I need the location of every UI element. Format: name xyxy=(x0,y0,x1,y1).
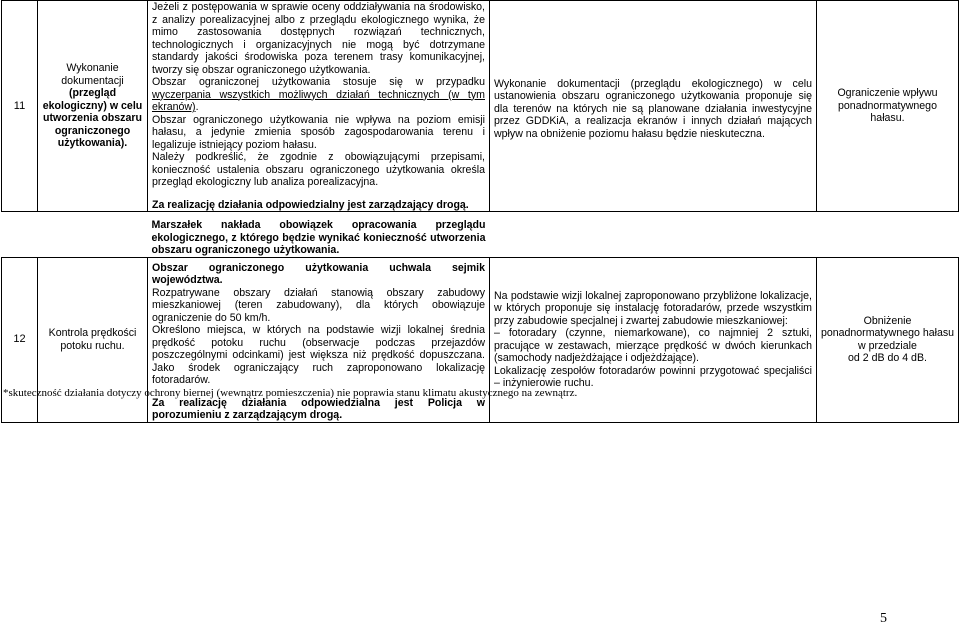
proposed-measures: Wykonanie dokumentacji (przeglądu ekologicznego) w celu ustanowienia obszaru ograniczonego użytkowania proponuje się dla terenów na których nie są planowane działania inwestycyjne przez GDDKiA, a realizacja ekranów i innych działań mających wpływ na obniżenie poziomu hałasu będzie nieskuteczna. xyxy=(490,1,817,212)
action-name-line: potoku ruchu. xyxy=(60,339,125,352)
description-paragraph: Rozpatrywane obszary działań stanowią obszary zabudowy mieszkaniowej (teren zabudowany), dla których obowiązuje ograniczenie do 50 km/h. xyxy=(152,286,485,324)
table-row-continuation xyxy=(2,212,959,258)
measures-paragraph: Na podstawie wizji lokalnej zaproponowano przybliżone lokalizacje, w których proponuje się instalację fotoradarów, przede wszystkim przy zabudowie specjalnej i zwartej zabudowie mieszkaniowej: xyxy=(494,289,812,327)
effect-line: w przedziale xyxy=(858,339,917,352)
marshal-obligation-note: Marszałek nakłada obowiązek opracowania przeglądu ekologicznego, z którego będzie wynikać konieczność utworzenia obszaru ograniczonego użytkowania. xyxy=(148,212,490,258)
action-name-line: dokumentacji xyxy=(61,74,124,87)
action-name xyxy=(38,1,148,212)
row-number: 11 xyxy=(2,1,38,212)
effect-line: od 2 dB do 4 dB. xyxy=(848,352,927,364)
effect-line: ponadnormatywnego hałasu. xyxy=(838,99,937,125)
effect-line: ponadnormatywnego hałasu xyxy=(820,327,955,339)
description-paragraph xyxy=(152,76,485,114)
measures-paragraph: – fotoradary (czynne, niemarkowane), co najmniej 2 sztuki, pracujące w zestawach, mierzące prędkość w dwóch kierunkach (samochody nadjeżdżające i odjeżdżające). xyxy=(494,327,812,364)
description-paragraph: Obszar ograniczonego użytkowania nie wpływa na poziom emisji hałasu, a jedynie zmienia sposób zagospodarowania terenu i legalizuje istniejący poziom hałasu. xyxy=(152,113,485,151)
measures-table xyxy=(1,0,959,423)
action-name-line: (przegląd xyxy=(68,87,117,100)
action-name-line: Kontrola prędkości xyxy=(48,327,137,339)
table-row-11 xyxy=(2,1,959,212)
description-paragraph: Określono miejsca, w których na podstawie wizji lokalnej średnia prędkość potoku ruchu (obserwacje podczas przejazdów poszczególnymi odcinkami) jest większa niż prędkość dopuszczana. Jako środek ograniczający ruch zaproponowano lokalizację fotoradarów. xyxy=(152,324,485,386)
measures-paragraph: Lokalizację zespołów fotoradarów powinni przygotować specjaliści – inżynierowie ruchu. xyxy=(494,364,812,389)
page-number: 5 xyxy=(880,611,887,626)
description-paragraph: Obszar ograniczonego użytkowania uchwala sejmik województwa. xyxy=(152,261,485,286)
responsibility-note: Za realizację działania odpowiedzialny jest zarządzający drogą. xyxy=(152,198,469,211)
responsibility-note: Za realizację działania odpowiedzialna jest Policja w porozumieniu z zarządzającym drogą. xyxy=(152,396,485,421)
description-text: Obszar ograniczonej użytkowania stosuje się w przypadku xyxy=(152,76,485,88)
effect-line: Obniżenie xyxy=(863,314,912,327)
action-name-line: utworzenia obszaru xyxy=(43,112,142,125)
description-paragraph: Należy podkreślić, że zgodnie z obowiązującymi przepisami, konieczność ustalenia obszaru ograniczonego użytkowania określa przegląd ekologiczny lub analiza porealizacyjna. xyxy=(152,151,485,188)
footnote: *skuteczność działania dotyczy ochrony biernej (wewnątrz pomieszczenia) nie poprawia stanu klimatu akustycznego na zewnątrz. xyxy=(3,387,578,399)
row-number: 12 xyxy=(2,257,38,422)
action-name-line: Wykonanie xyxy=(66,62,119,75)
action-name-line: ograniczonego xyxy=(54,124,131,137)
description-text: . xyxy=(195,101,199,113)
action-description xyxy=(148,1,490,212)
underlined-text: wyczerpania wszystkich możliwych działań technicznych (w tym ekranów) xyxy=(152,88,485,113)
expected-effect xyxy=(817,1,959,212)
description-paragraph: Jeżeli z postępowania w sprawie oceny oddziaływania na środowisko, z analizy porealizacyjnej albo z przeglądu ekologicznego wynika, że mimo zastosowania dostępnych rozwiązań technicznych, technologicznych i organizacyjnych nie mogą być dotrzymane standardy jakości środowiska poza terenem trasy komunikacyjnej, tworzy się obszar ograniczonego użytkowania. xyxy=(152,1,485,76)
expected-effect xyxy=(817,257,959,422)
effect-line: Ograniczenie wpływu xyxy=(837,87,938,100)
action-name-line: użytkowania). xyxy=(57,137,128,150)
action-name-line: ekologiczny) w celu xyxy=(42,99,143,112)
